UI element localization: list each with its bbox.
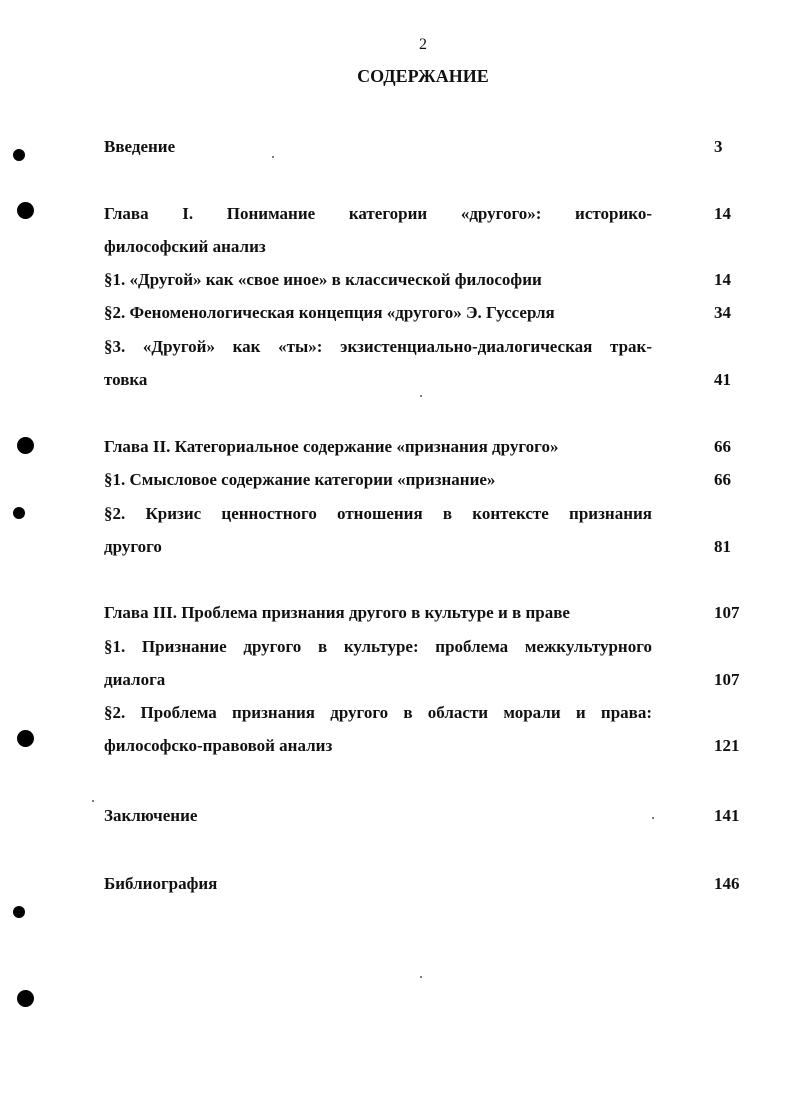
scan-speck [92,800,94,802]
toc-conclusion-page: 141 [714,806,740,825]
toc-ch2-section1: §1. Смысловое содержание категории «признание» [104,470,496,489]
binder-hole [17,202,34,219]
toc-ch2-section2: §2. Кризис ценностного отношения в контексте признания [104,504,652,523]
toc-chapter1-page: 14 [714,204,731,223]
binder-hole [13,906,25,918]
binder-hole [13,149,25,161]
toc-chapter2-page: 66 [714,437,731,456]
binder-hole [17,990,34,1007]
binder-hole [13,507,25,519]
toc-ch3-section2: §2. Проблема признания другого в области морали и права: [104,703,652,722]
page-number: 2 [419,36,427,53]
toc-chapter3-title: Глава III. Проблема признания другого в культуре и в праве [104,603,570,622]
toc-ch2-section2-cont: другого [104,537,162,556]
toc-ch1-section1: §1. «Другой» как «свое иное» в классической философии [104,270,542,289]
toc-conclusion: Заключение [104,806,198,825]
toc-chapter1-title: Глава I. Понимание категории «другого»: историко- [104,204,652,223]
binder-hole [17,730,34,747]
toc-ch1-section2-page: 34 [714,303,731,322]
toc-ch3-section2-page: 121 [714,736,740,755]
scan-speck [420,976,422,978]
toc-chapter1-title-cont: философский анализ [104,237,266,256]
toc-bibliography-page: 146 [714,874,740,893]
toc-ch1-section2: §2. Феноменологическая концепция «другого» Э. Гуссерля [104,303,555,322]
toc-ch1-section1-page: 14 [714,270,731,289]
toc-ch3-section1-page: 107 [714,670,740,689]
toc-ch3-section2-cont: философско-правовой анализ [104,736,333,755]
toc-ch1-section3: §3. «Другой» как «ты»: экзистенциально-диалогическая трак- [104,337,652,356]
toc-ch2-section1-page: 66 [714,470,731,489]
toc-ch1-section3-page: 41 [714,370,731,389]
toc-chapter3-page: 107 [714,603,740,622]
toc-ch3-section1-cont: диалога [104,670,166,689]
toc-intro: Введение [104,137,176,156]
toc-chapter2-title: Глава II. Категориальное содержание «признания другого» [104,437,559,456]
scan-speck [420,395,422,397]
toc-bibliography: Библиография [104,874,218,893]
toc-intro-page: 3 [714,137,723,156]
scan-speck [652,817,654,819]
page-title: СОДЕРЖАНИЕ [357,66,489,86]
toc-ch3-section1: §1. Признание другого в культуре: проблема межкультурного [104,637,652,656]
binder-hole [17,437,34,454]
toc-ch1-section3-cont: товка [104,370,148,389]
toc-ch2-section2-page: 81 [714,537,731,556]
